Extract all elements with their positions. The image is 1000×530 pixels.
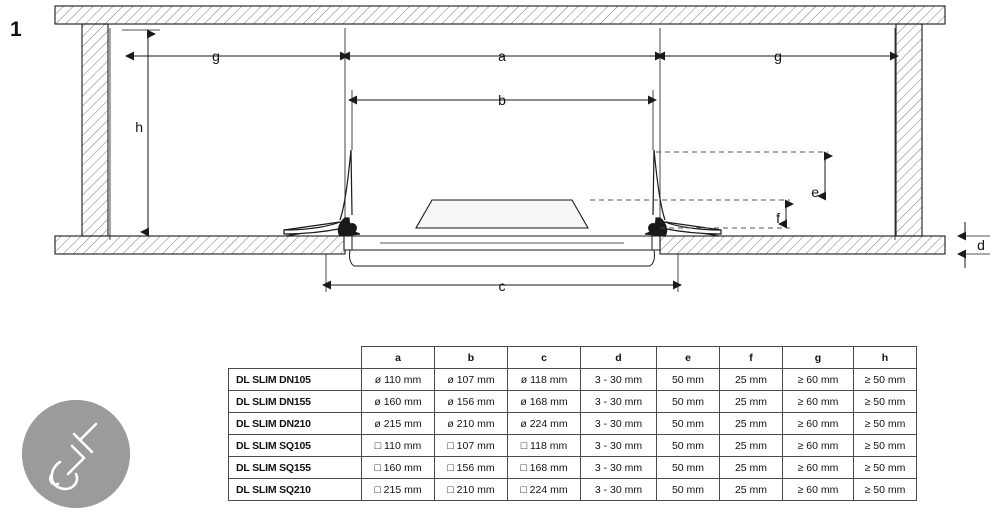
cell-b: □ 156 mm — [435, 457, 508, 479]
cell-b: ø 156 mm — [435, 391, 508, 413]
svg-text:g: g — [212, 48, 220, 64]
cell-a: □ 110 mm — [362, 435, 435, 457]
table-row — [229, 413, 917, 435]
screwdriver-screw-icon — [22, 400, 130, 508]
dimension-b — [352, 90, 653, 150]
column-header-g: g — [783, 347, 854, 369]
cell-c: □ 118 mm — [508, 435, 581, 457]
cell-d: 3 - 30 mm — [581, 391, 657, 413]
cell-d: 3 - 30 mm — [581, 457, 657, 479]
cell-g: ≥ 60 mm — [783, 479, 854, 501]
svg-text:e: e — [811, 184, 819, 200]
cell-e: 50 mm — [657, 369, 720, 391]
column-header-h: h — [854, 347, 917, 369]
cell-b: ø 210 mm — [435, 413, 508, 435]
cell-c: ø 118 mm — [508, 369, 581, 391]
row-label: DL SLIM SQ155 — [229, 457, 362, 479]
row-label: DL SLIM DN105 — [229, 369, 362, 391]
cell-a: □ 215 mm — [362, 479, 435, 501]
cell-f: 25 mm — [720, 479, 783, 501]
cell-g: ≥ 60 mm — [783, 435, 854, 457]
row-label: DL SLIM DN155 — [229, 391, 362, 413]
cell-c: □ 224 mm — [508, 479, 581, 501]
cell-d: 3 - 30 mm — [581, 413, 657, 435]
column-header-b: b — [435, 347, 508, 369]
row-label: DL SLIM DN210 — [229, 413, 362, 435]
cell-g: ≥ 60 mm — [783, 369, 854, 391]
cell-a: ø 215 mm — [362, 413, 435, 435]
luminaire-body — [344, 200, 660, 266]
dimension-d — [960, 222, 990, 268]
figure-number: 1 — [10, 18, 22, 41]
cell-h: ≥ 50 mm — [854, 435, 917, 457]
svg-text:c: c — [498, 278, 506, 294]
table-header-row — [229, 347, 917, 369]
cell-h: ≥ 50 mm — [854, 479, 917, 501]
cell-b: □ 210 mm — [435, 479, 508, 501]
cell-d: 3 - 30 mm — [581, 479, 657, 501]
cell-c: ø 224 mm — [508, 413, 581, 435]
column-header-c: c — [508, 347, 581, 369]
left-stud — [82, 24, 108, 236]
cell-c: □ 168 mm — [508, 457, 581, 479]
svg-text:h: h — [135, 119, 143, 135]
svg-text:g: g — [774, 48, 782, 64]
cell-a: ø 110 mm — [362, 369, 435, 391]
cell-a: ø 160 mm — [362, 391, 435, 413]
cell-c: ø 168 mm — [508, 391, 581, 413]
column-header-e: e — [657, 347, 720, 369]
cell-g: ≥ 60 mm — [783, 457, 854, 479]
spring-clip-left — [284, 150, 360, 236]
cell-d: 3 - 30 mm — [581, 369, 657, 391]
spring-clip-right — [645, 150, 721, 236]
cell-h: ≥ 50 mm — [854, 413, 917, 435]
column-header-a: a — [362, 347, 435, 369]
cell-f: 25 mm — [720, 413, 783, 435]
cell-e: 50 mm — [657, 457, 720, 479]
cell-f: 25 mm — [720, 369, 783, 391]
upper-slab — [55, 6, 945, 24]
cell-e: 50 mm — [657, 413, 720, 435]
cell-d: 3 - 30 mm — [581, 435, 657, 457]
cell-f: 25 mm — [720, 435, 783, 457]
table-row — [229, 369, 917, 391]
cell-a: □ 160 mm — [362, 457, 435, 479]
dimensions-table — [228, 346, 917, 501]
cell-g: ≥ 60 mm — [783, 391, 854, 413]
reference-lines — [590, 152, 828, 228]
svg-text:d: d — [977, 237, 985, 253]
column-header-f: f — [720, 347, 783, 369]
table-row — [229, 457, 917, 479]
dimension-f — [776, 204, 786, 226]
right-stud — [896, 24, 922, 236]
dimension-h — [122, 30, 160, 236]
cell-g: ≥ 60 mm — [783, 413, 854, 435]
table-corner-cell — [229, 347, 362, 369]
svg-text:f: f — [776, 210, 780, 226]
dimension-g-left — [133, 48, 341, 64]
cell-f: 25 mm — [720, 391, 783, 413]
column-header-d: d — [581, 347, 657, 369]
svg-text:a: a — [498, 48, 506, 64]
table-row — [229, 435, 917, 457]
svg-text:b: b — [498, 92, 506, 108]
row-label: DL SLIM SQ210 — [229, 479, 362, 501]
cell-f: 25 mm — [720, 457, 783, 479]
row-label: DL SLIM SQ105 — [229, 435, 362, 457]
dimension-g-right — [664, 48, 891, 64]
cell-e: 50 mm — [657, 391, 720, 413]
dimension-e — [811, 156, 825, 200]
cell-h: ≥ 50 mm — [854, 369, 917, 391]
table-row — [229, 391, 917, 413]
cell-b: □ 107 mm — [435, 435, 508, 457]
cell-e: 50 mm — [657, 435, 720, 457]
cell-h: ≥ 50 mm — [854, 457, 917, 479]
cell-b: ø 107 mm — [435, 369, 508, 391]
cell-h: ≥ 50 mm — [854, 391, 917, 413]
table-row — [229, 479, 917, 501]
cell-e: 50 mm — [657, 479, 720, 501]
